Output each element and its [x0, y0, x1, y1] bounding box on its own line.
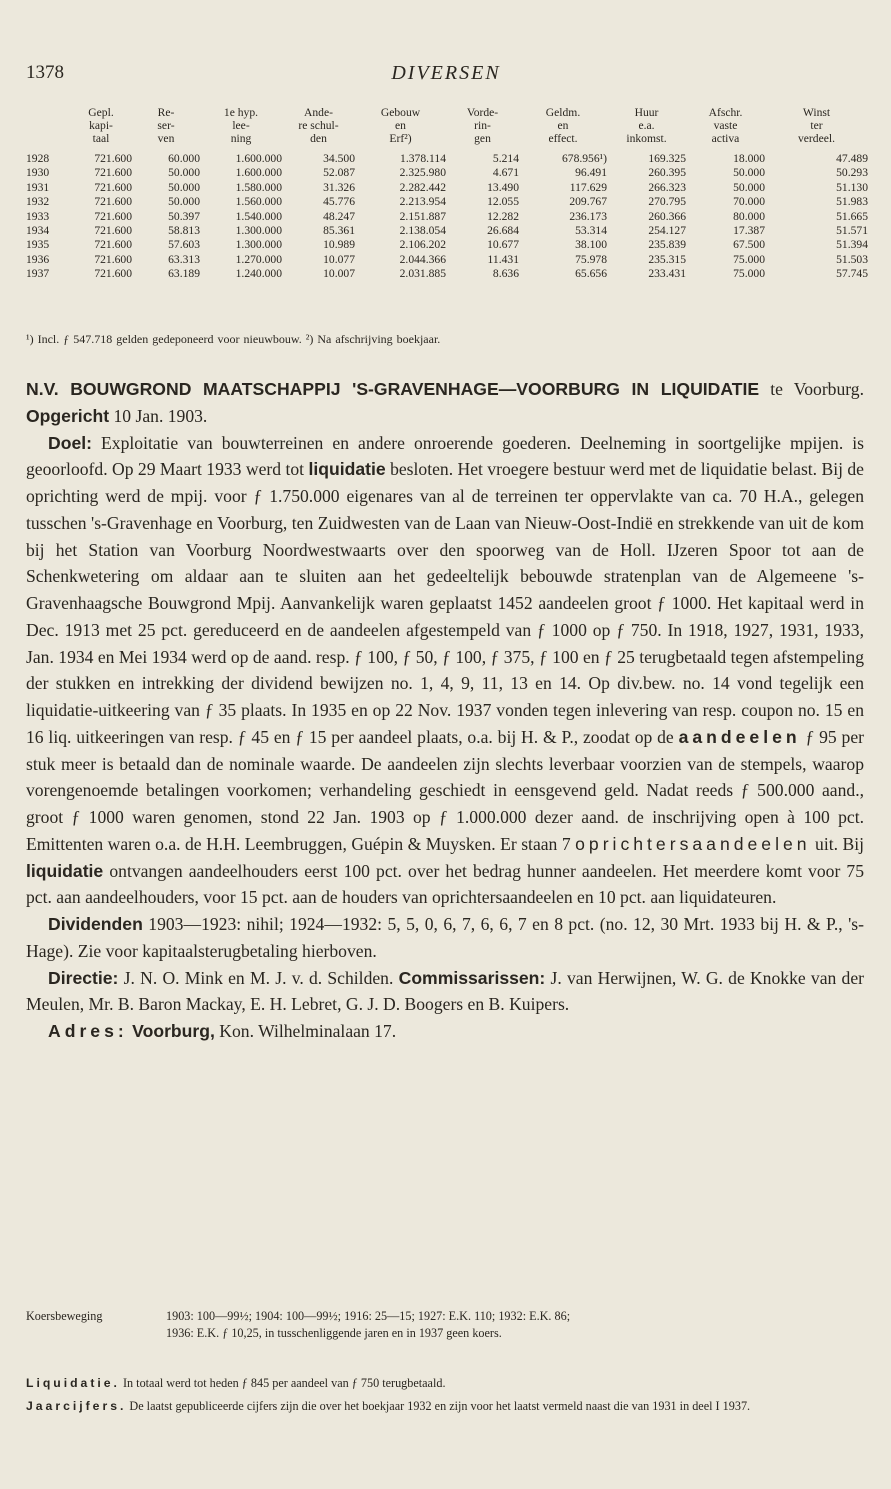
company-name: N.V. BOUWGROND MAATSCHAPPIJ 'S-GRAVENHAGE—VOORBURG IN LIQUIDATIE: [26, 379, 760, 399]
commissarissen-text: J. van Herwijnen, W. G. de Knokke van der Meulen, Mr. B. Baron Mackay, E. H. Lebret, G. J. D. Boogers en B. Kuipers.: [26, 967, 864, 1015]
koersbeweging-line-1: 1903: 100—99½; 1904: 100—99½; 1916: 25—15; 1927: E.K. 110; 1932: E.K. 86;: [166, 1309, 571, 1323]
column-header-line: activa: [711, 132, 740, 145]
table-cell: 10.007: [323, 267, 355, 281]
liquidatie-note-label: Liquidatie.: [26, 1376, 120, 1390]
column-header-line: kapi-: [89, 119, 113, 132]
table-cell: 50.000: [168, 166, 200, 180]
column-header-line: en: [395, 119, 406, 132]
directie-label: Directie:: [48, 967, 119, 988]
table-cell: 721.600: [94, 180, 132, 194]
column-header: [607, 106, 686, 152]
table-cell: 1.300.000: [235, 224, 282, 238]
column-header-line: effect.: [548, 132, 578, 145]
table-cell: 12.055: [487, 195, 519, 209]
adres-city: Voorburg,: [132, 1021, 215, 1041]
table-cell: 2.151.887: [399, 209, 446, 223]
table-cell: 10.989: [323, 238, 355, 252]
column-header-line: 1e hyp.: [223, 106, 259, 119]
jaarcijfers-note: [26, 1398, 864, 1415]
table-cell: 266.323: [648, 180, 686, 194]
table-cell: 53.314: [575, 224, 607, 238]
table-cell: 12.282: [487, 209, 519, 223]
table-cell: 10.077: [323, 252, 355, 266]
table-cell: 1.580.000: [235, 180, 282, 194]
table-cell: 51.571: [836, 224, 868, 238]
commissarissen-label: Commissarissen:: [398, 967, 546, 988]
table-footnote: ¹) Incl. ƒ 547.718 gelden gedeponeerd voor nieuwbouw. ²) Na afschrijving boekjaar.: [26, 332, 441, 346]
table-body: [26, 152, 868, 282]
column-header-line: Erf²): [389, 132, 412, 145]
column-header: [765, 106, 868, 152]
table-cell: 2.325.980: [399, 166, 446, 180]
table-cell: 52.087: [323, 166, 355, 180]
table-cell: 17.387: [733, 224, 765, 238]
column-header-line: Winst: [802, 106, 831, 119]
column-header: [282, 106, 355, 152]
table-cell: 721.600: [94, 252, 132, 266]
column-header: [70, 106, 132, 152]
column-header-line: verdeel.: [797, 132, 835, 145]
table-cell: 721.600: [94, 238, 132, 252]
doel-paragraph: [26, 430, 864, 912]
table-cell: 1.240.000: [235, 267, 282, 281]
financial-table: [26, 106, 868, 282]
table-cell: 26.684: [487, 224, 519, 238]
column-header-line: Gebouw: [380, 106, 421, 119]
column-header-line: inkomst.: [626, 132, 667, 145]
table-cell: 38.100: [575, 238, 607, 252]
header-row: [26, 106, 868, 152]
table-cell: 721.600: [94, 195, 132, 209]
table-row: [26, 166, 868, 180]
table-cell: 260.366: [648, 209, 686, 223]
table-cell: 2.138.054: [399, 224, 446, 238]
doel-text-4: uit. Bij: [815, 833, 865, 854]
table-cell: 2.031.885: [399, 267, 446, 281]
table-cell: 235.839: [648, 238, 686, 252]
table-cell: 270.795: [648, 195, 686, 209]
table-row: [26, 152, 868, 166]
table-cell: 51.983: [836, 195, 868, 209]
table-cell: 2.044.366: [399, 252, 446, 266]
directie-paragraph: [26, 965, 864, 1019]
table-cell: 75.978: [575, 252, 607, 266]
table-cell: 65.656: [575, 267, 607, 281]
column-header: [686, 106, 765, 152]
table-cell: 721.600: [94, 166, 132, 180]
table-row: [26, 224, 868, 238]
table-cell: 63.313: [168, 252, 200, 266]
column-header-line: vaste: [713, 119, 738, 132]
table-cell: 10.677: [487, 238, 519, 252]
founded-place: te Voorburg.: [770, 379, 865, 399]
table-cell: 233.431: [648, 267, 686, 281]
column-header-line: Geldm.: [545, 106, 581, 119]
column-header-line: Huur: [634, 106, 659, 119]
adres-paragraph: [26, 1018, 864, 1045]
column-header: [446, 106, 519, 152]
doel-label: Doel:: [48, 432, 92, 453]
table-cell: 75.000: [733, 252, 765, 266]
row-year: 1932: [26, 195, 50, 209]
column-header-line: re schul-: [298, 119, 339, 132]
table-cell: 169.325: [648, 152, 686, 165]
column-header-line: Afschr.: [708, 106, 743, 119]
table-cell: 1.270.000: [235, 252, 282, 266]
column-header-line: ser-: [157, 119, 175, 132]
column-header-line: ven: [157, 132, 175, 145]
liquidatie-note-text: In totaal werd tot heden ƒ 845 per aandeel van ƒ 750 terugbetaald.: [122, 1376, 446, 1390]
table-cell: 1.378.114: [400, 152, 446, 165]
table-cell: 117.629: [569, 180, 607, 194]
table-cell: 47.489: [836, 152, 868, 165]
column-header-line: ning: [230, 132, 252, 145]
column-header-line: Vorde-: [466, 106, 499, 119]
column-header-line: en: [557, 119, 569, 132]
doel-text-2: besloten. Het vroegere bestuur werd met de liquidatie belast. Bij de oprichting werd de mpij. voor ƒ 1.750.000 eigenares van al de terreinen ter oppervlakte van ca. 70 H.A., gelegen tusschen 's-Gravenhage en Voorburg, ten Zuidwesten van de Laan van Nieuw-Oost-Indië en strekkende van uit de kom bij het Station van Voorburg Noordwestwaarts over den spoorweg van de Holl. IJzeren Spoor tot aan de Schenkwetering om aldaar aan te sluiten aan het gedeeltelijk bebouwde stratenplan van de Algemeene 's-Gravenhaagsche Bouwgrond Mpij. Aanvankelijk waren geplaatst 1452 aandeelen groot ƒ 1000. Het kapitaal werd in Dec. 1913 met 25 pct. gereduceerd en de aandeelen afgestempeld van ƒ 1000 op ƒ 750. In 1918, 1927, 1931, 1933, Jan. 1934 en Mei 1934 werd op de aand. resp. ƒ 100, ƒ 50, ƒ 100, ƒ 375, ƒ 100 en ƒ 25 terugbetaald tegen afstempeling der stukken en intrekking der dividend bewijzen no. 1, 4, 9, 11, 13 en 14. Op div.bew. no. 14 vond tegelijk een liquidatie-uitkeering van ƒ 35 plaats. In 1935 en op 22 Nov. 1937 vonden tegen inlevering van resp. coupon no. 15 en 16 liq. uitkeeringen van resp. ƒ 45 en ƒ 15 per aandeel plaats, o.a. bij H. & P., zoodat op de: [26, 459, 864, 747]
table-cell: 5.214: [492, 152, 519, 165]
column-header-line: den: [310, 132, 327, 145]
directie-text: J. N. O. Mink en M. J. v. d. Schilden.: [123, 967, 394, 988]
table-cell: 67.500: [733, 238, 765, 252]
table-cell: 1.600.000: [235, 166, 282, 180]
jaarcijfers-label: Jaarcijfers.: [26, 1399, 127, 1413]
table-cell: 50.293: [836, 166, 868, 180]
dividenden-text: 1903—1923: nihil; 1924—1932: 5, 5, 0, 6, 7, 6, 6, 7 en 8 pct. (no. 12, 30 Mrt. 1933 bij H. & P., 's-Hage). Zie voor kapitaalsterugbetaling hierboven.: [26, 914, 865, 961]
column-header-line: lee-: [232, 119, 250, 132]
table-cell: 236.173: [569, 209, 607, 223]
header-year-blank: [26, 106, 70, 152]
table-row: [26, 267, 868, 281]
table-cell: 2.106.202: [399, 238, 446, 252]
table-cell: 721.600: [94, 224, 132, 238]
doel-spaced-aandeelen: aandeelen: [678, 726, 801, 747]
row-year: 1930: [26, 166, 50, 180]
table-cell: 13.490: [487, 180, 519, 194]
table-cell: 50.000: [168, 180, 200, 194]
table-cell: 63.189: [168, 267, 200, 281]
table-cell: 721.600: [94, 267, 132, 281]
table-cell: 96.491: [575, 166, 607, 180]
table-cell: 50.000: [733, 166, 765, 180]
table-cell: 48.247: [323, 209, 355, 223]
table-cell: 70.000: [733, 195, 765, 209]
column-header-line: Re-: [157, 106, 175, 119]
table-row: [26, 253, 868, 267]
table-cell: 2.282.442: [399, 180, 446, 194]
table-cell: 57.745: [836, 267, 868, 281]
company-heading: [26, 376, 864, 430]
table-cell: 51.130: [836, 180, 868, 194]
doel-spaced-oprichtersaandeelen: oprichtersaandeelen: [575, 833, 811, 854]
column-header-line: gen: [474, 132, 491, 145]
table-cell: 60.000: [168, 152, 200, 165]
table-cell: 8.636: [492, 267, 519, 281]
table-cell: 50.000: [733, 180, 765, 194]
column-header-line: Gepl.: [88, 106, 114, 119]
dividenden-paragraph: [26, 911, 864, 965]
table-cell: 51.503: [836, 252, 868, 266]
table-cell: 254.127: [648, 224, 686, 238]
adres-label: Adres:: [48, 1021, 128, 1041]
table-cell: 80.000: [733, 209, 765, 223]
row-year: 1935: [26, 238, 50, 252]
doel-keyword-liquidatie-1: liquidatie: [308, 459, 386, 480]
table-cell: 34.500: [323, 152, 355, 165]
table-cell: 260.395: [648, 166, 686, 180]
column-header: [132, 106, 200, 152]
table-cell: 57.603: [168, 238, 200, 252]
dividenden-label: Dividenden: [48, 914, 143, 934]
column-header: [355, 106, 446, 152]
founded-label: Opgericht: [26, 405, 110, 426]
table-cell: 721.600: [94, 152, 132, 165]
table-cell: 209.767: [569, 195, 607, 209]
row-year: 1936: [26, 252, 50, 266]
page-number: 1378: [26, 62, 64, 83]
column-header: [200, 106, 282, 152]
table-header: [26, 106, 868, 152]
page-header: [26, 62, 866, 86]
koersbeweging-line-2: 1936: E.K. ƒ 10,25, in tusschenliggende jaren en in 1937 geen koers.: [166, 1326, 502, 1340]
table-cell: 58.813: [168, 224, 200, 238]
jaarcijfers-text: De laatst gepubliceerde cijfers zijn die over het boekjaar 1932 en zijn voor het laatst vermeld naast die van 1931 in deel I 1937.: [129, 1399, 751, 1413]
table-cell: 45.776: [323, 195, 355, 209]
company-entry: [26, 376, 864, 1045]
section-title: DIVERSEN: [391, 62, 501, 84]
column-header-line: e.a.: [638, 119, 655, 132]
founded-date: 10 Jan. 1903.: [113, 405, 208, 426]
table-cell: 2.213.954: [399, 195, 446, 209]
table-row: [26, 181, 868, 195]
table-cell: 51.394: [836, 238, 868, 252]
adres-street: Kon. Wilhelminalaan 17.: [219, 1021, 397, 1041]
row-year: 1937: [26, 267, 50, 281]
table-cell: 85.361: [323, 224, 355, 238]
table-cell: 50.000: [168, 195, 200, 209]
table-cell: 31.326: [323, 180, 355, 194]
column-header-line: taal: [92, 132, 110, 145]
doel-text-3: ƒ 95 per stuk meer is betaald dan de nominale waarde. De aandeelen zijn slechts leverbaar voorzien van de stempels, waarop vorengenoemde betalingen voorkomen; verhandeling geschiedt in eensgevend geld. Nadat reeds ƒ 500.000 aand., groot ƒ 1000 waren genomen, stond 22 Jan. 1903 op ƒ 1.000.000 dezer aand. de inschrijving open à 100 pct. Emittenten waren o.a. de H.H. Leembruggen, Guépin & Muysken. Er staan 7: [26, 726, 865, 854]
table-cell: 75.000: [733, 267, 765, 281]
doel-text-1: Exploitatie van bouwterreinen en andere onroerende goederen. Deelneming in soortgelijke mpijen. is geoorloofd. Op 29 Maart 1933 werd tot: [26, 432, 865, 480]
table-cell: 1.560.000: [235, 195, 282, 209]
table-cell: 11.431: [487, 252, 519, 266]
column-header-line: Ande-: [304, 106, 333, 119]
table-cell: 51.665: [836, 209, 868, 223]
doel-keyword-liquidatie-2: liquidatie: [26, 860, 104, 881]
row-year: 1933: [26, 209, 50, 223]
table-row: [26, 238, 868, 252]
column-header-line: ter: [810, 119, 823, 132]
column-header-line: rin-: [474, 119, 491, 132]
table-row: [26, 195, 868, 209]
table-cell: 235.315: [648, 252, 686, 266]
koersbeweging-label: Koersbeweging: [26, 1309, 103, 1323]
table-cell: 1.600.000: [235, 152, 282, 165]
table-cell: 4.671: [492, 166, 519, 180]
table-row: [26, 210, 868, 224]
koersbeweging-note: [26, 1308, 864, 1342]
table-cell: 18.000: [733, 152, 765, 165]
row-year: 1928: [26, 152, 50, 165]
table-cell: 50.397: [168, 209, 200, 223]
doel-text-5: ontvangen aandeelhouders eerst 100 pct. over het bedrag hunner aandeelen. Het meerdere komt voor 75 pct. aan aandeelhouders, voor 15 pct. aan de houders van oprichtersaandeelen en 10 pct. aan liquidateuren.: [26, 860, 865, 908]
table-cell: 1.540.000: [235, 209, 282, 223]
row-year: 1931: [26, 180, 50, 194]
row-year: 1934: [26, 224, 50, 238]
column-header: [519, 106, 607, 152]
table-cell: 721.600: [94, 209, 132, 223]
table-cell: 678.956¹): [561, 152, 607, 165]
table-cell: 1.300.000: [235, 238, 282, 252]
liquidatie-note: [26, 1375, 864, 1392]
